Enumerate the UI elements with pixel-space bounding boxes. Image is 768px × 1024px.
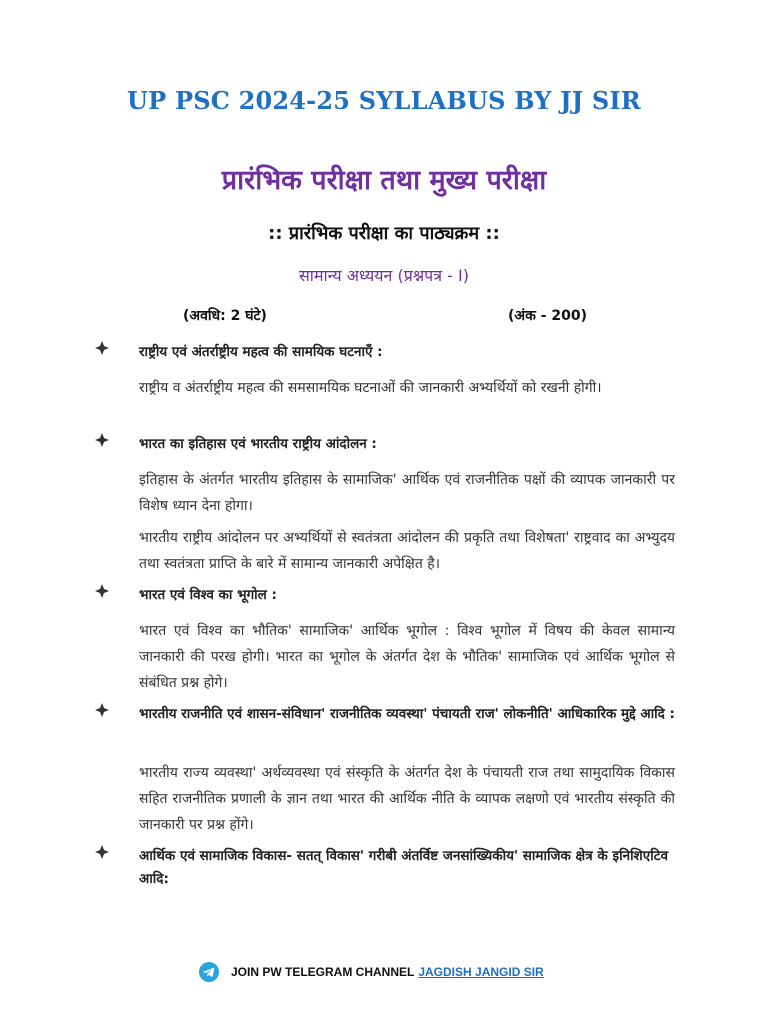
diamond-bullet-icon [95, 584, 109, 598]
telegram-channel-link[interactable]: JAGDISH JANGID SIR [418, 965, 544, 979]
section-paragraph: भारतीय राज्य व्यवस्था' अर्थव्यवस्था एवं संस्कृति के अंतर्गत देश के पंचायती राज तथा सामुदायिक विकास सहित राजनीतिक प्रणाली के ज्ञान तथा भारत की आर्थिक नीति के व्यापक लक्षणो एवं भारतीय संस्कृति की जानकारी पर प्रश्न होंगे। [139, 765, 675, 833]
section-title: आर्थिक एवं सामाजिक विकास- सतत् विकास' गरीबी अंतर्विष्ट जनसांख्यिकीय' सामाजिक क्षेत्र के इनिशिएटिव आदि: [139, 848, 669, 887]
syllabus-heading: :: प्रारंभिक परीक्षा का पाठ्यक्रम :: [268, 223, 500, 244]
document-subtitle: प्रारंभिक परीक्षा तथा मुख्य परीक्षा [221, 165, 547, 196]
section-title: भारत का इतिहास एवं भारतीय राष्ट्रीय आंदोलन : [139, 436, 377, 452]
section-title: राष्ट्रीय एवं अंतर्राष्ट्रीय महत्व की सामयिक घटनाएँ : [139, 344, 383, 360]
paper-name: सामान्य अध्ययन (प्रश्नपत्र - I) [298, 266, 469, 285]
diamond-bullet-icon [95, 341, 109, 355]
section-paragraph: इतिहास के अंतर्गत भारतीय इतिहास के सामाजिक' आर्थिक एवं राजनीतिक पक्षों की व्यापक जानकारी पर विशेष ध्यान देना होगा। [139, 472, 675, 514]
section-paragraph: भारत एवं विश्व का भौतिक' सामाजिक' आर्थिक भूगोल : विश्व भूगोल में विषय की केवल सामान्य जानकारी की परख होगी। भारत का भूगोल के अंतर्गत देश के भौतिक' सामाजिक एवं आर्थिक भूगोल से संबंधित प्रश्न होगे। [139, 623, 675, 691]
section-paragraph: राष्ट्रीय व अंतर्राष्ट्रीय महत्व की समसामयिक घटनाओं की जानकारी अभ्यर्थियों को रखनी होगी। [139, 380, 602, 396]
section-title: भारत एवं विश्व का भूगोल : [139, 587, 277, 603]
diamond-bullet-icon [95, 433, 109, 447]
section-title: भारतीय राजनीति एवं शासन-संविधान' राजनीतिक व्यवस्था' पंचायती राज' लोकनीति' आधिकारिक मुद्दे आदि : [139, 706, 675, 722]
exam-marks: (अंक - 200) [508, 308, 588, 324]
section-paragraph: भारतीय राष्ट्रीय आंदोलन पर अभ्यर्थियों से स्वतंत्रता आंदोलन की प्रकृति तथा विशेषता' राष्ट्रवाद का अभ्युदय तथा स्वतंत्रता प्राप्ति के बारे में सामान्य जानकारी अपेक्षित है। [139, 530, 675, 572]
diamond-bullet-icon [95, 703, 109, 717]
document-title: UP PSC 2024-25 SYLLABUS BY JJ SIR [127, 86, 641, 115]
footer-text: JOIN PW TELEGRAM CHANNEL [231, 965, 415, 979]
telegram-footer [199, 960, 544, 984]
telegram-icon[interactable] [199, 962, 219, 982]
exam-duration: (अवधि: 2 घंटे) [183, 308, 267, 324]
diamond-bullet-icon [95, 845, 109, 859]
